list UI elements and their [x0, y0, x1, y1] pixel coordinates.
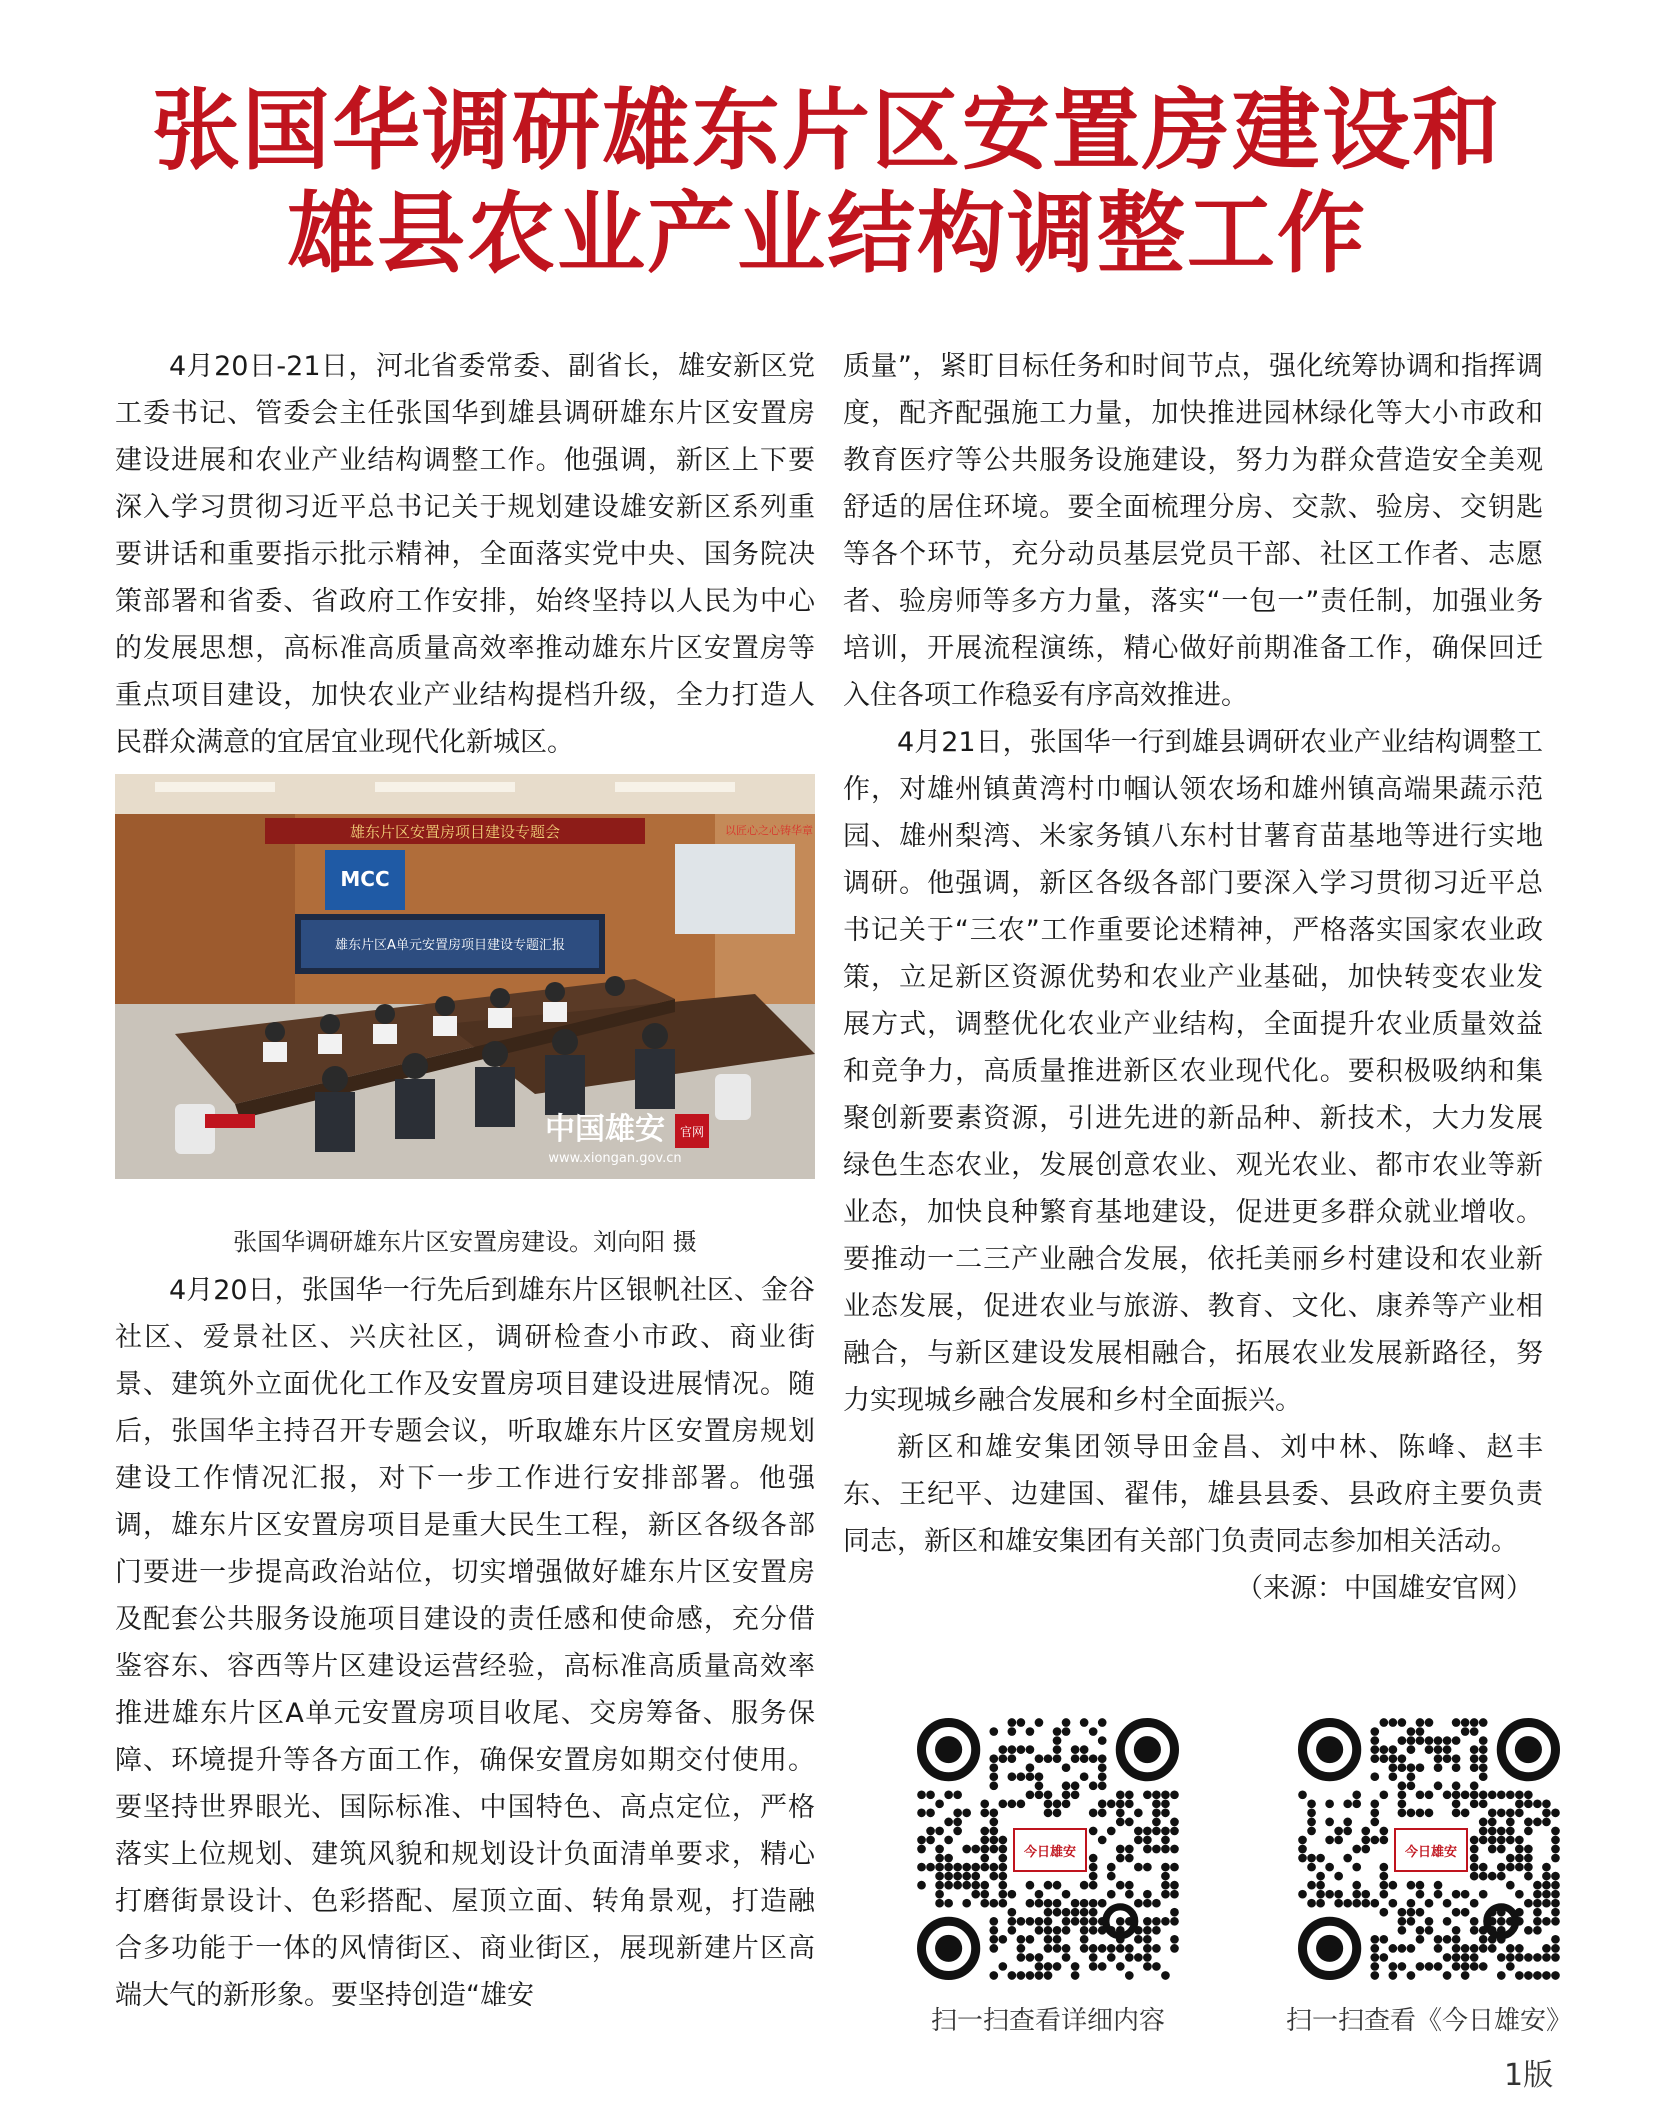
article-paragraph: 4月21日，张国华一行到雄县调研农业产业结构调整工作，对雄州镇黄湾村巾帼认领农场和雄州镇高端果蔬示范园、雄州梨湾、米家务镇八东村甘薯育苗基地等进行实地调研。他强调，新区各级各部门要深入学习贯彻习近平总书记关于“三农”工作重要论述精神，严格落实国家农业政策，立足新区资源优势和农业产业基础，加快转变农业发展方式，调整优化农业产业结构，全面提升农业质量效益和竞争力，高质量推进新区农业现代化。要积极吸纳和集聚创新要素资源，引进先进的新品种、新技术，大力发展绿色生态农业，发展创意农业、观光农业、都市农业等新业态，加快良种繁育基地建设，促进更多群众就业增收。要推动一二三产业融合发展，依托美丽乡村建设和农业新业态发展，促进农业与旅游、教育、文化、康养等产业相融合，与新区建设发展相融合，拓展农业发展新路径，努力实现城乡融合发展和乡村全面振兴。: [843, 727, 1543, 1416]
article-paragraph: 新区和雄安集团领导田金昌、刘中林、陈峰、赵丰东、王纪平、边建国、翟伟，雄县县委、县政府主要负责同志，新区和雄安集团有关部门负责同志参加相关活动。: [843, 1432, 1543, 1557]
qr-center-logo: 今日雄安: [1013, 1828, 1087, 1872]
photo-logo-text: MCC: [340, 867, 390, 891]
article-column-left-top: [115, 343, 815, 766]
photo-banner-text: 雄东片区安置房项目建设专题会: [349, 823, 561, 841]
watermark-url: www.xiongan.gov.cn: [548, 1151, 682, 1166]
headline-line-2: 雄县农业产业结构调整工作: [286, 181, 1367, 285]
qr-label-details: 扫一扫查看详细内容: [930, 2006, 1165, 2036]
qr-code-details[interactable]: [917, 1718, 1179, 1980]
photo-screen-text: 雄东片区A单元安置房项目建设专题汇报: [335, 938, 565, 953]
watermark-badge: 官网: [679, 1125, 705, 1139]
headline-line-1: 张国华调研雄东片区安置房建设和: [151, 78, 1502, 182]
article-paragraph: 4月20日-21日，河北省委常委、副省长，雄安新区党工委书记、管委会主任张国华到雄县调研雄东片区安置房建设进展和农业产业结构调整工作。他强调，新区上下要深入学习贯彻习近平总书记关于规划建设雄安新区系列重要讲话和重要指示批示精神，全面落实党中央、国务院决策部署和省委、省政府工作安排，始终坚持以人民为中心的发展思想，高标准高质量高效率推动雄东片区安置房等重点项目建设，加快农业产业结构提档升级，全力打造人民群众满意的宜居宜业现代化新城区。: [115, 351, 815, 758]
watermark-title: 中国雄安: [545, 1112, 665, 1147]
article-column-right: [843, 343, 1543, 1612]
photo-wall-sign: 以匠心之心铸华章: [725, 824, 813, 837]
page-number: 1版: [1504, 2058, 1554, 2093]
source-credit: （来源：中国雄安官网）: [1236, 1573, 1533, 1604]
qr-center-logo: 今日雄安: [1394, 1828, 1468, 1872]
meeting-photo: [115, 774, 815, 1179]
article-paragraph: 质量”，紧盯目标任务和时间节点，强化统筹协调和指挥调度，配齐配强施工力量，加快推进园林绿化等大小市政和教育医疗等公共服务设施建设，努力为群众营造安全美观舒适的居住环境。要全面梳理分房、交款、验房、交钥匙等各个环节，充分动员基层党员干部、社区工作者、志愿者、验房师等多方力量，落实“一包一”责任制，加强业务培训，开展流程演练，精心做好前期准备工作，确保回迁入住各项工作稳妥有序高效推进。: [843, 351, 1543, 711]
photo-caption: 张国华调研雄东片区安置房建设。刘向阳 摄: [233, 1228, 697, 1256]
qr-label-newspaper: 扫一扫查看《今日雄安》: [1285, 2006, 1572, 2036]
article-column-left-bottom: [115, 1267, 815, 2019]
qr-code-newspaper[interactable]: [1298, 1718, 1560, 1980]
article-paragraph: 4月20日，张国华一行先后到雄东片区银帆社区、金谷社区、爱景社区、兴庆社区，调研检查小市政、商业街景、建筑外立面优化工作及安置房项目建设进展情况。随后，张国华主持召开专题会议，听取雄东片区安置房规划建设工作情况汇报，对下一步工作进行安排部署。他强调，雄东片区安置房项目是重大民生工程，新区各级各部门要进一步提高政治站位，切实增强做好雄东片区安置房及配套公共服务设施项目建设的责任感和使命感，充分借鉴容东、容西等片区建设运营经验，高标准高质量高效率推进雄东片区A单元安置房项目收尾、交房筹备、服务保障、环境提升等各方面工作，确保安置房如期交付使用。要坚持世界眼光、国际标准、中国特色、高点定位，严格落实上位规划、建筑风貌和规划设计负面清单要求，精心打磨街景设计、色彩搭配、屋顶立面、转角景观，打造融合多功能于一体的风情街区、商业街区，展现新建片区高端大气的新形象。要坚持创造“雄安: [115, 1275, 815, 2011]
